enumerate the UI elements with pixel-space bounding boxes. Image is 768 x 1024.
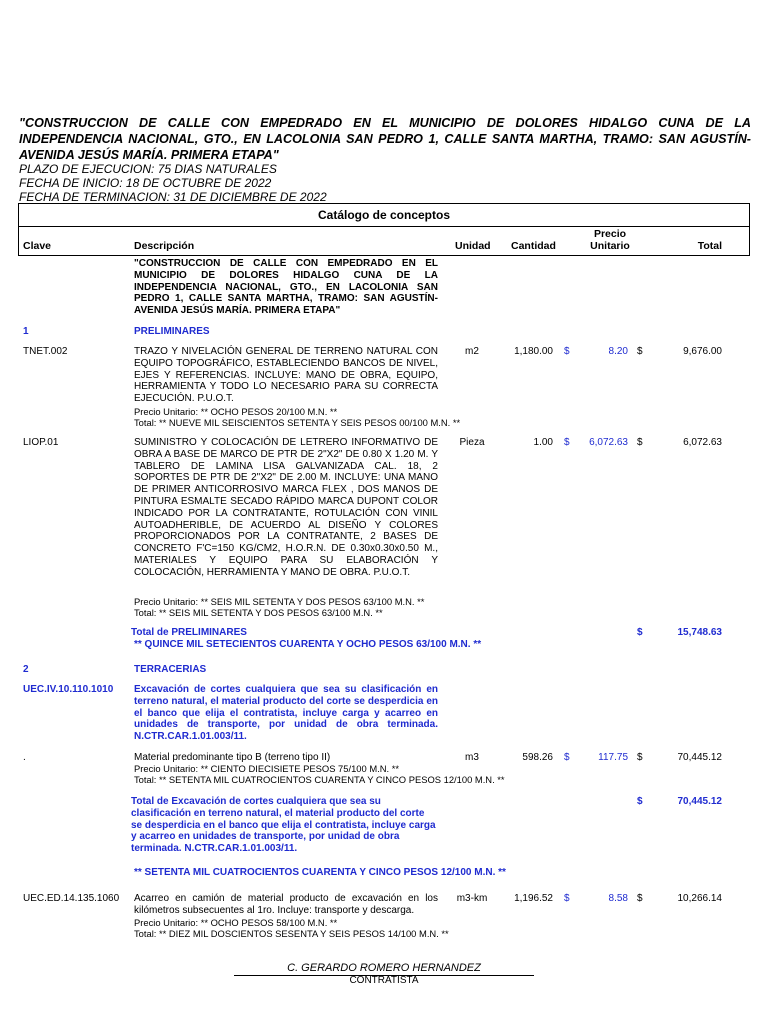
item-descripcion: Acarreo en camión de material producto de excavación en los kilómetros subsecuentes al 1ro. Incluye: transporte y descarga. bbox=[134, 893, 438, 916]
project-description-block: "CONSTRUCCION DE CALLE CON EMPEDRADO EN EL MUNICIPIO DE DOLORES HIDALGO CUNA DE LA INDEPENDENCIA NACIONAL, GTO., EN LACOLONIA SAN PEDRO 1, CALLE SANTA MARTHA, TRAMO: SAN AGUSTÍN-AVENIDA JESÚS MARÍA. PRIMERA ETAPA" bbox=[134, 258, 438, 317]
item-descripcion: SUMINISTRO Y COLOCACIÓN DE LETRERO INFORMATIVO DE OBRA A BASE DE MARCO DE PTR DE 2"X2" DE 0.80 X 1.20 M. Y TABLERO DE LAMINA LISA GALVANIZADA CAL. 18, 2 SOPORTES DE PTR DE 2"X2" DE 2.00 M. INCLUYE: UNA MANO DE PRIMER ANTICORROSIVO MARCA FLEX , DOS MANOS DE PINTURA ESMALTE SECADO RÁPIDO MARCA DUPONT COLOR INDICADO POR LA CONTRATANTE, ROTULACIÓN CON VINIL AUTOADHERIBLE, DE ACUERDO AL DISEÑO Y COLORES PROPORCIONADOS POR LA CONTRATANTE, 2 BASES DE CONCRETO F'C=150 KG/CM2, H.O.R.N. DE 0.30x0.30x0.50 M., MATERIALES Y EQUIPO PARA SU ELABORACIÓN Y COLOCACIÓN, HERRAMIENTA Y MANO DE OBRA. P.U.O.T. bbox=[134, 437, 438, 578]
currency-sign: $ bbox=[637, 437, 643, 448]
item-total: 6,072.63 bbox=[683, 437, 722, 448]
currency-sign: $ bbox=[564, 752, 570, 763]
item-cantidad: 1.00 bbox=[533, 437, 553, 448]
item-total-letra: Total: ** SEIS MIL SETENTA Y DOS PESOS 63/100 M.N. ** bbox=[134, 607, 383, 618]
catalog-caption: Catálogo de conceptos bbox=[317, 208, 451, 222]
item-precio-letra: Precio Unitario: ** CIENTO DIECISIETE PESOS 75/100 M.N. ** bbox=[134, 763, 400, 774]
col-total: Total bbox=[697, 240, 722, 252]
currency-sign: $ bbox=[637, 796, 643, 807]
item-total-letra: Total: ** NUEVE MIL SEISCIENTOS SETENTA Y SEIS PESOS 00/100 M.N. ** bbox=[134, 417, 461, 428]
item-total: 70,445.12 bbox=[677, 752, 722, 763]
item-unidad: Pieza bbox=[459, 437, 485, 448]
currency-sign: $ bbox=[564, 346, 570, 357]
catalog-caption-box bbox=[18, 203, 750, 227]
item-total: 10,266.14 bbox=[677, 893, 722, 904]
section-total-label: Total de PRELIMINARES bbox=[131, 627, 247, 638]
item-total: 9,676.00 bbox=[683, 346, 722, 357]
item-clave: . bbox=[23, 752, 26, 763]
section-total-letra: ** QUINCE MIL SETECIENTOS CUARENTA Y OCHO PESOS 63/100 M.N. ** bbox=[134, 639, 482, 650]
item-clave: LIOP.01 bbox=[23, 437, 59, 448]
currency-sign: $ bbox=[637, 752, 643, 763]
item-precio: 117.75 bbox=[598, 752, 628, 763]
item-unidad: m3 bbox=[465, 752, 479, 763]
item-unidad: m3-km bbox=[456, 893, 488, 904]
item-precio-letra: Precio Unitario: ** OCHO PESOS 58/100 M.N. ** bbox=[134, 917, 338, 928]
item-precio: 8.20 bbox=[608, 346, 628, 357]
item-total-letra: Total: ** SETENTA MIL CUATROCIENTOS CUARENTA Y CINCO PESOS 12/100 M.N. ** bbox=[134, 774, 505, 785]
col-clave: Clave bbox=[23, 240, 52, 252]
signature-name: C. GERARDO ROMERO HERNANDEZ bbox=[234, 962, 534, 976]
item-descripcion: Material predominante tipo B (terreno tipo II) bbox=[134, 752, 331, 763]
item-clave: TNET.002 bbox=[23, 346, 68, 357]
fecha-terminacion: FECHA DE TERMINACION: 31 DE DICIEMBRE DE 2022 bbox=[19, 190, 327, 204]
section-name: TERRACERIAS bbox=[134, 664, 207, 675]
plazo-ejecucion: PLAZO DE EJECUCION: 75 DIAS NATURALES bbox=[19, 162, 277, 176]
group-clave: UEC.IV.10.110.1010 bbox=[23, 684, 114, 695]
col-precio-line2: Unitario bbox=[590, 240, 630, 252]
col-descripcion: Descripción bbox=[134, 240, 195, 252]
group-descripcion: Excavación de cortes cualquiera que sea su clasificación en terreno natural, el material producto del corte se desperdicia en el banco que elija el contratista, incluye carga y acarreo en unidades de transporte, por unidad de obra terminada. N.CTR.CAR.1.01.003/11. bbox=[134, 684, 438, 743]
currency-sign: $ bbox=[564, 893, 570, 904]
fecha-inicio: FECHA DE INICIO: 18 DE OCTUBRE DE 2022 bbox=[19, 176, 272, 190]
section-number: 1 bbox=[23, 326, 29, 337]
item-total-letra: Total: ** DIEZ MIL DOSCIENTOS SESENTA Y SEIS PESOS 14/100 M.N. ** bbox=[134, 928, 449, 939]
item-cantidad: 1,196.52 bbox=[514, 893, 553, 904]
item-precio-letra: Precio Unitario: ** OCHO PESOS 20/100 M.N. ** bbox=[134, 406, 338, 417]
section-name: PRELIMINARES bbox=[134, 326, 210, 337]
section-total-value: 15,748.63 bbox=[677, 627, 722, 638]
currency-sign: $ bbox=[564, 437, 570, 448]
col-precio-line1: Precio bbox=[593, 228, 627, 240]
item-clave: UEC.ED.14.135.1060 bbox=[23, 893, 120, 904]
currency-sign: $ bbox=[637, 893, 643, 904]
item-unidad: m2 bbox=[465, 346, 479, 357]
col-cantidad: Cantidad bbox=[511, 240, 556, 252]
currency-sign: $ bbox=[637, 627, 643, 638]
item-precio: 8.58 bbox=[608, 893, 628, 904]
group-total-label: Total de Excavación de cortes cualquiera que sea su clasificación en terreno natural, el material producto del corte se desperdicia en el banco que elija el contratista, incluye carga y acarreo en unidades de transporte, por unidad de obra terminada. N.CTR.CAR.1.01.003/11. bbox=[131, 796, 436, 855]
item-cantidad: 1,180.00 bbox=[514, 346, 553, 357]
item-precio: 6,072.63 bbox=[589, 437, 628, 448]
currency-sign: $ bbox=[637, 346, 643, 357]
item-descripcion: TRAZO Y NIVELACIÓN GENERAL DE TERRENO NATURAL CON EQUIPO TOPOGRÁFICO, ESTABLECIENDO BANCOS DE NIVEL, EJES Y REFERENCIAS. INCLUYE: MANO DE OBRA, EQUIPO, HERRAMIENTA Y TODO LO NECESARIO PARA SU CORRECTA EJECUCIÓN. P.U.O.T. bbox=[134, 346, 438, 405]
column-header-row bbox=[18, 226, 750, 256]
signature-role: CONTRATISTA bbox=[349, 975, 419, 986]
col-unidad: Unidad bbox=[455, 240, 491, 252]
item-cantidad: 598.26 bbox=[522, 752, 553, 763]
group-total-value: 70,445.12 bbox=[677, 796, 722, 807]
group-total-letra: ** SETENTA MIL CUATROCIENTOS CUARENTA Y CINCO PESOS 12/100 M.N. ** bbox=[134, 867, 506, 878]
project-title: "CONSTRUCCION DE CALLE CON EMPEDRADO EN EL MUNICIPIO DE DOLORES HIDALGO CUNA DE LA INDEPENDENCIA NACIONAL, GTO., EN LACOLONIA SAN PEDRO 1, CALLE SANTA MARTHA, TRAMO: SAN AGUSTÍN-AVENIDA JESÚS MARÍA. PRIMERA ETAPA" bbox=[19, 116, 751, 162]
item-precio-letra: Precio Unitario: ** SEIS MIL SETENTA Y DOS PESOS 63/100 M.N. ** bbox=[134, 596, 425, 607]
section-number: 2 bbox=[23, 664, 29, 675]
